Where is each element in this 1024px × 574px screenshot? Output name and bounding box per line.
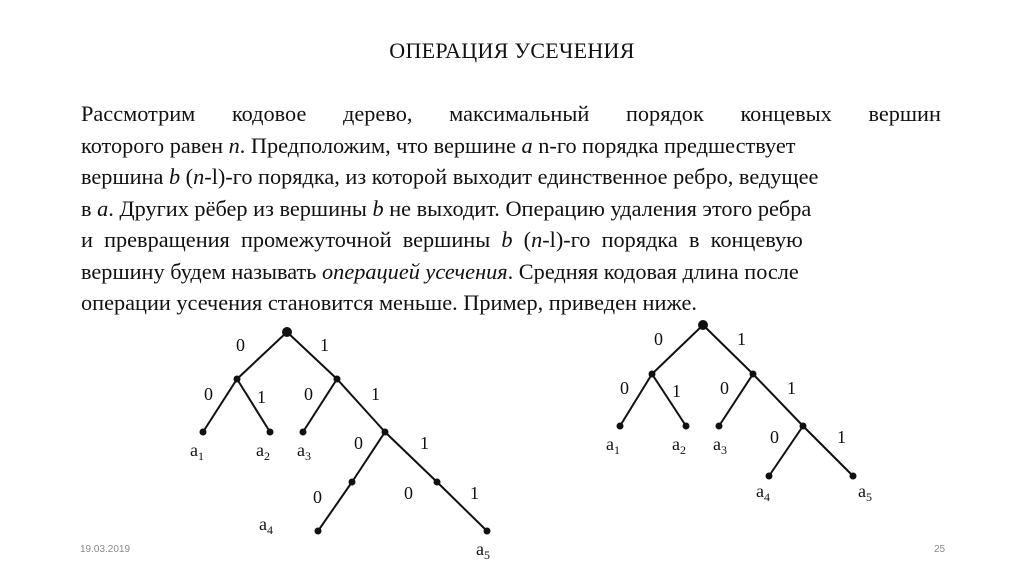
- text-run: . Других рёбер из вершины: [108, 195, 373, 221]
- leaf-label-a4: $a_4$: [259, 514, 273, 537]
- left-tree: [203, 332, 487, 531]
- slide-date: 19.03.2019: [80, 544, 131, 555]
- tree-node: [800, 423, 807, 430]
- word: максимальный: [449, 101, 590, 126]
- text-run: в: [81, 195, 98, 221]
- edge-label-0: 0: [720, 378, 729, 398]
- text-run: . Предположим, что вершине: [239, 132, 522, 158]
- right-tree-labels: [606, 329, 872, 504]
- text-run: -l)-го порядка, из которой выходит единственное ребро, ведущее: [204, 164, 819, 189]
- leaf-label-a4: $a_4$: [756, 481, 770, 504]
- edge-label-1: 1: [470, 483, 479, 503]
- var-b: b: [168, 164, 181, 189]
- var-n: n: [531, 227, 543, 252]
- leaf-label-a2: $a_2$: [672, 434, 686, 457]
- word: концевых: [740, 101, 832, 126]
- left-tree-labels: [190, 335, 490, 562]
- text-run: которого равен: [81, 132, 229, 158]
- word: кодовое: [231, 101, 307, 126]
- text-run: (: [512, 227, 532, 252]
- tree-edge: [318, 482, 352, 531]
- edge-label-1: 1: [837, 427, 846, 447]
- edge-label-1: 1: [257, 387, 266, 407]
- word: порядок: [625, 101, 704, 126]
- tree-node: [434, 479, 441, 486]
- leaf-label-a1: $a_1$: [606, 434, 620, 457]
- text-run: не выходит. Операцию удаления этого ребра: [383, 195, 812, 221]
- left-tree-nodes: [200, 327, 491, 535]
- tree-edge: [437, 482, 487, 531]
- edge-label-0: 0: [354, 433, 363, 453]
- term-truncation-operation: операцией усечения: [322, 258, 508, 284]
- slide-page-number: 25: [934, 544, 946, 555]
- word: вершин: [868, 101, 941, 126]
- slide-title: ОПЕРАЦИЯ УСЕЧЕНИЯ: [389, 38, 635, 63]
- tree-node: [750, 371, 757, 378]
- edge-label-1: 1: [320, 335, 329, 355]
- text-run: (: [180, 164, 194, 189]
- tree-node: [649, 371, 656, 378]
- edge-label-0: 0: [304, 384, 313, 404]
- edge-label-0: 0: [770, 427, 779, 447]
- leaf-node: [200, 429, 207, 436]
- word: Рассмотрим: [81, 101, 196, 126]
- edge-label-0: 0: [404, 483, 413, 503]
- edge-label-0: 0: [236, 335, 245, 355]
- root-node: [282, 327, 292, 337]
- tree-node: [334, 376, 341, 383]
- var-n: n: [228, 132, 240, 158]
- edge-label-1: 1: [737, 329, 746, 349]
- tree-edge: [385, 432, 437, 482]
- edge-label-1: 1: [371, 384, 380, 404]
- text-run: -l)-го порядка в концевую: [542, 227, 803, 252]
- leaf-node: [484, 528, 491, 535]
- leaf-label-a3: $a_3$: [297, 440, 311, 463]
- tree-node: [382, 429, 389, 436]
- text-run: и превращения промежуточной вершины: [81, 227, 502, 252]
- leaf-label-a5: $a_5$: [476, 539, 490, 562]
- leaf-label-a5: $a_5$: [858, 481, 872, 504]
- leaf-node: [716, 423, 723, 430]
- leaf-label-a2: $a_2$: [256, 440, 270, 463]
- leaf-node: [766, 473, 773, 480]
- tree-edge: [287, 332, 337, 379]
- edge-label-1: 1: [420, 433, 429, 453]
- tree-node: [349, 479, 356, 486]
- leaf-node: [683, 423, 690, 430]
- edge-label-1: 1: [672, 381, 681, 401]
- var-a: a: [97, 195, 109, 221]
- var-n: n: [193, 164, 205, 189]
- leaf-label-a3: $a_3$: [713, 434, 727, 457]
- edge-label-1: 1: [787, 378, 796, 398]
- text-run: вершину будем называть: [81, 258, 323, 284]
- edge-label-0: 0: [313, 487, 322, 507]
- edge-label-0: 0: [654, 329, 663, 349]
- tree-node: [234, 376, 241, 383]
- leaf-node: [315, 528, 322, 535]
- edge-label-0: 0: [204, 384, 213, 404]
- var-a: a: [521, 132, 533, 158]
- text-run: . Средняя кодовая длина после: [507, 258, 799, 284]
- line-text: операции усечения становится меньше. Пример, приведен ниже.: [81, 290, 697, 315]
- root-node: [698, 320, 708, 330]
- text-run: вершина: [81, 164, 169, 189]
- leaf-node: [617, 423, 624, 430]
- var-b: b: [501, 227, 513, 252]
- word: дерево,: [343, 101, 413, 126]
- leaf-node: [850, 473, 857, 480]
- text-run: n-го порядка предшествует: [532, 132, 796, 158]
- leaf-node: [267, 429, 274, 436]
- leaf-node: [300, 429, 307, 436]
- leaf-label-a1: $a_1$: [190, 440, 204, 463]
- var-b: b: [372, 195, 384, 221]
- edge-label-0: 0: [620, 378, 629, 398]
